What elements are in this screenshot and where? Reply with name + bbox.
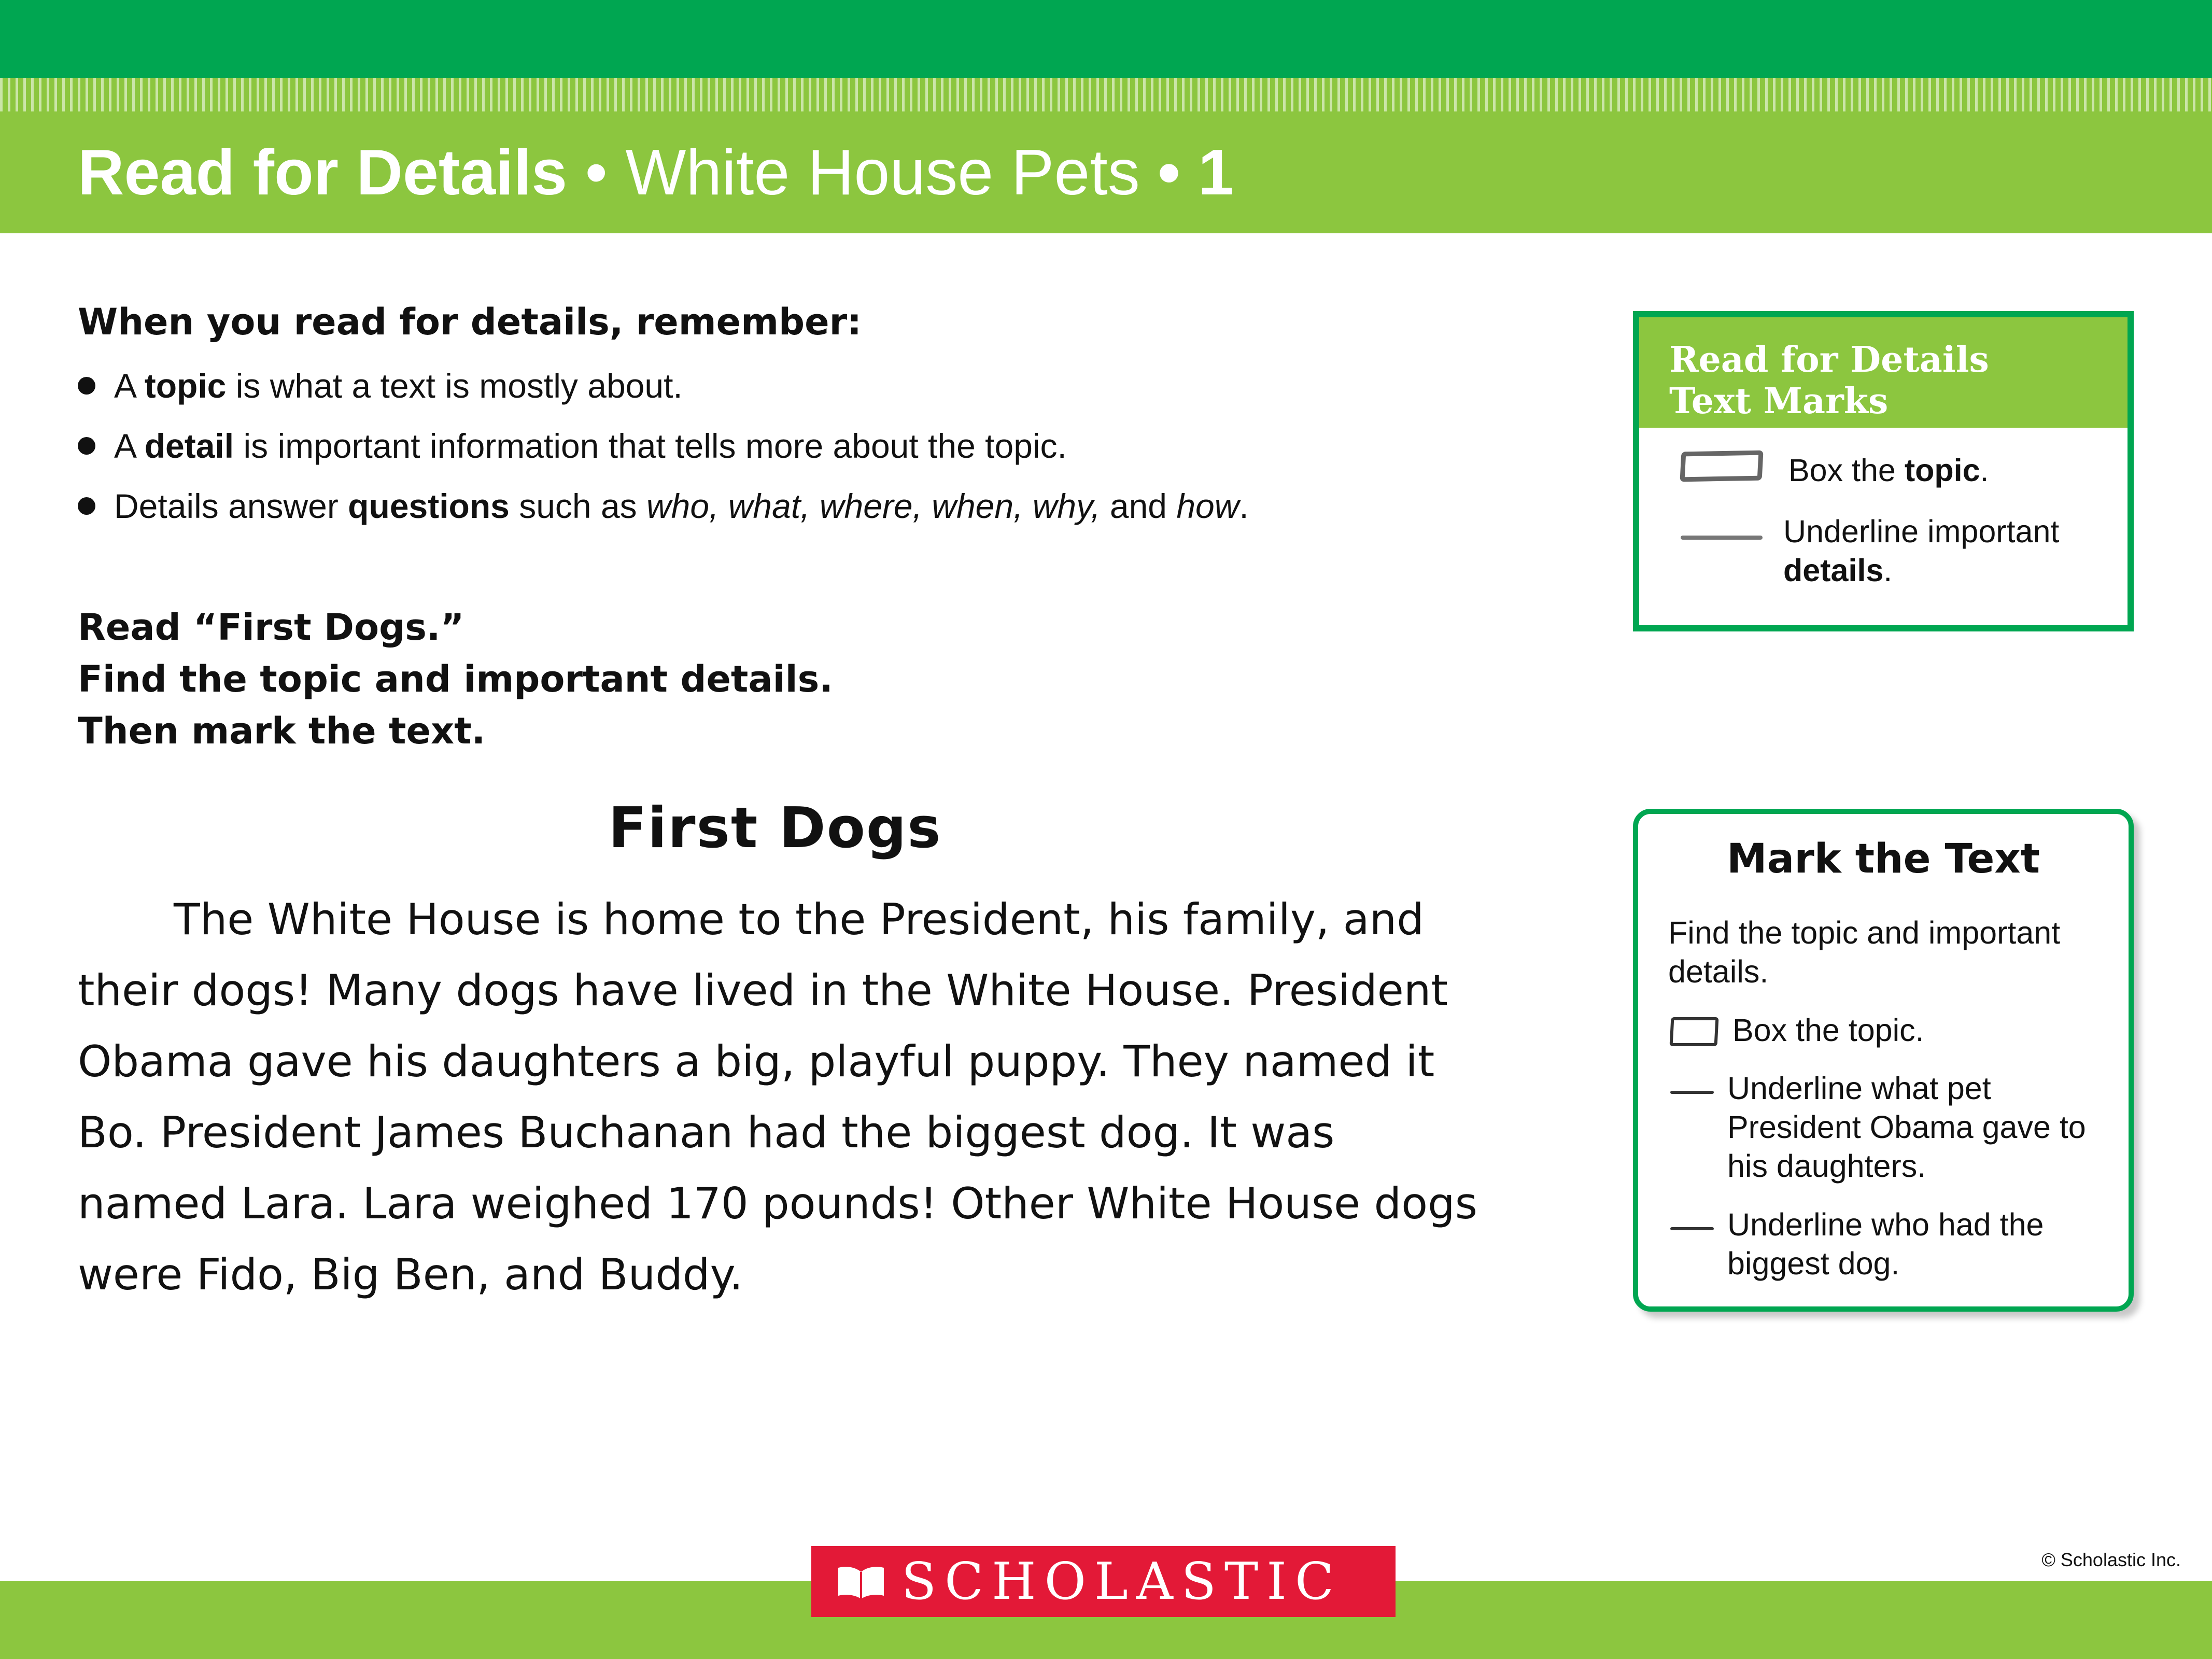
mark-box-topic — [1681, 451, 2120, 490]
step-box-topic — [1668, 1011, 2111, 1050]
mark-pre: Underline important — [1783, 514, 2060, 549]
bullet-dot-icon — [78, 437, 95, 455]
mark-keyword: details — [1783, 553, 1884, 588]
instructions — [78, 601, 833, 757]
bullet-text — [114, 486, 1249, 526]
bullet-pre: A — [114, 367, 145, 405]
open-book-icon — [836, 1564, 886, 1600]
bullet-end: . — [1239, 487, 1249, 525]
bullet-dot-icon — [78, 497, 95, 515]
instruction-line: Read “First Dogs.” — [78, 606, 464, 649]
text-marks-heading — [1639, 317, 2128, 428]
bullet-dot-icon — [78, 377, 95, 395]
step-text: Underline who had the biggest dog. — [1727, 1207, 2044, 1281]
box-mark-icon — [1680, 451, 1763, 482]
text-marks-panel — [1633, 311, 2134, 631]
bullet-questions — [78, 486, 1581, 526]
title-main: Read for Details — [78, 136, 568, 208]
bullet-pre: Details answer — [114, 487, 348, 525]
step-text: Underline what pet President Obama gave to his daughters. — [1727, 1071, 2086, 1184]
mark-post: . — [1883, 553, 1893, 588]
title-separator-1: • — [585, 136, 608, 208]
bullet-post: is what a text is mostly about. — [226, 367, 683, 405]
header-title-band — [0, 111, 2212, 233]
intro-section — [78, 301, 1581, 546]
bullet-topic — [78, 366, 1581, 405]
logo-wordmark: SCHOLASTIC — [901, 1552, 1342, 1611]
mark-post: . — [1980, 453, 1989, 488]
mark-pre: Box the — [1788, 453, 1905, 488]
underline-mark-icon — [1681, 536, 1763, 540]
bullet-keyword: topic — [144, 367, 227, 405]
underline-mark-icon — [1670, 1227, 1714, 1230]
step-underline-biggest-dog — [1668, 1205, 2106, 1283]
instruction-line: Then mark the text. — [78, 710, 486, 752]
box-mark-icon — [1670, 1017, 1719, 1046]
underline-mark-icon — [1670, 1091, 1714, 1094]
mark-the-text-panel — [1633, 809, 2134, 1312]
text-marks-heading-line: Text Marks — [1669, 381, 1889, 422]
bullet-detail — [78, 426, 1581, 466]
bullet-keyword: detail — [144, 427, 234, 465]
bullet-and: and — [1100, 487, 1177, 525]
title-number: 1 — [1198, 136, 1234, 208]
mark-keyword: topic — [1904, 453, 1980, 488]
bullet-how: how — [1176, 487, 1239, 525]
mark-box-text — [1788, 451, 2120, 490]
passage-title: First Dogs — [608, 796, 942, 861]
bullet-text — [114, 426, 1067, 466]
mark-underline-text — [1783, 512, 2115, 590]
mark-the-text-intro: Find the topic and important details. — [1668, 915, 2061, 989]
mark-underline-details — [1681, 512, 2115, 590]
intro-heading: When you read for details, remember: — [78, 301, 862, 343]
copyright: © Scholastic Inc. — [2041, 1549, 2181, 1570]
passage-body: The White House is home to the President, his family, and their dogs! Many dogs have lived in the White House. President Obama gave his daughters a big, playful puppy. They named it Bo. President James Buchanan had the biggest dog. It was named Lara. Lara weighed 170 pounds! Other White House dogs were Fido, Big Ben, and Buddy. — [78, 894, 1477, 1300]
step-text: Box the topic. — [1732, 1013, 1924, 1048]
bullet-mid: such as — [509, 487, 647, 525]
page-title — [78, 136, 1234, 209]
mark-the-text-title: Mark the Text — [1727, 836, 2040, 882]
scholastic-logo — [811, 1546, 1396, 1617]
title-separator-2: • — [1158, 136, 1180, 208]
instruction-line: Find the topic and important details. — [78, 658, 833, 700]
header-stripe-band — [0, 78, 2212, 111]
bullet-post: is important information that tells more about the topic. — [234, 427, 1067, 465]
bullet-text — [114, 366, 683, 405]
bullet-question-words: who, what, where, when, why, — [646, 487, 1101, 525]
bullet-keyword: questions — [348, 487, 510, 525]
bullet-pre: A — [114, 427, 145, 465]
text-marks-heading-line: Read for Details — [1669, 339, 1989, 381]
title-subtitle: White House Pets — [625, 136, 1140, 208]
header-top-band — [0, 0, 2212, 78]
step-underline-pet — [1668, 1069, 2106, 1186]
